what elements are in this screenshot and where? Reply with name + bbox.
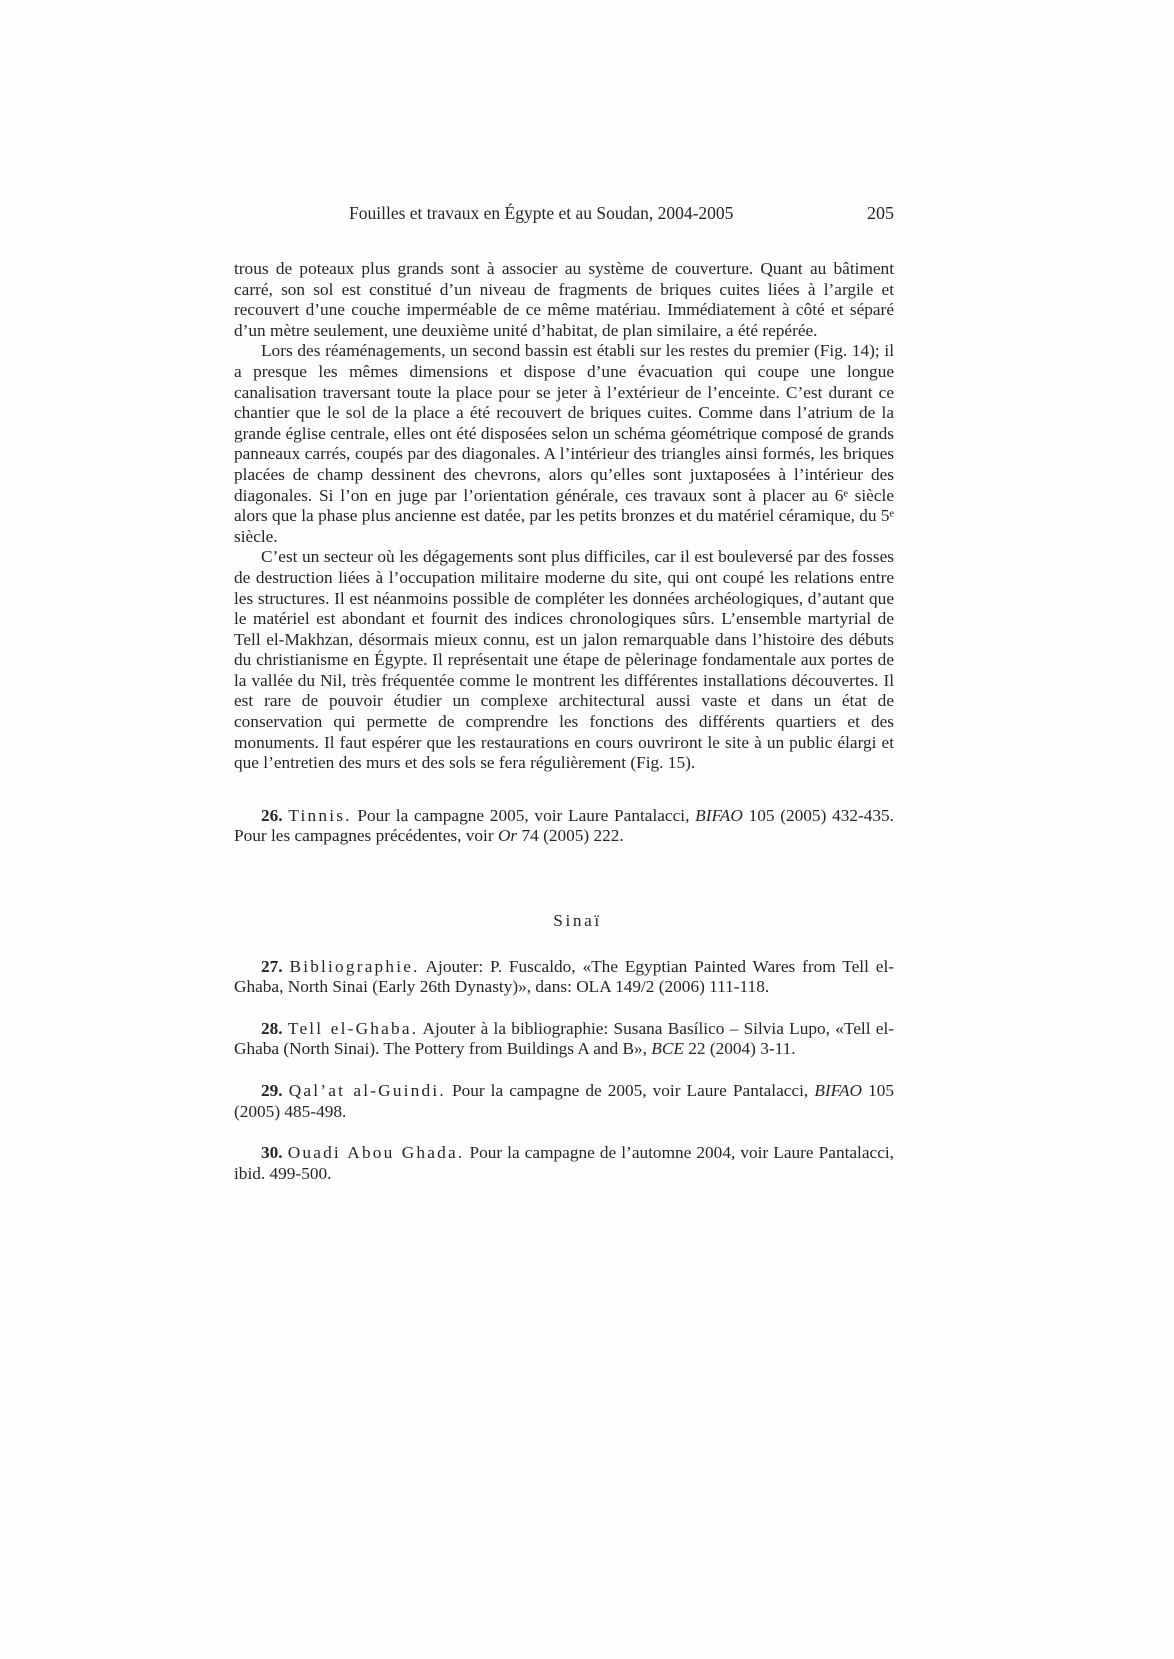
entry-number: 28. (261, 1018, 283, 1038)
entry-site: Qal’at al-Guindi. (288, 1081, 446, 1100)
spacer (234, 998, 894, 1019)
entry-text: Ajouter à la bibliographie: Susana Basílico – Silvia Lupo, «Tell el-Ghaba (North Sinai). The Pottery from Buildings A and B», (234, 1018, 894, 1059)
entry-28 (234, 1019, 894, 1060)
entry-site: Tell el-Ghaba. (287, 1018, 419, 1038)
running-title: Fouilles et travaux en Égypte et au Soudan, 2004-2005 (349, 203, 734, 223)
entry-text: 22 (2004) 3-11. (683, 1039, 796, 1059)
spacer (234, 774, 894, 806)
entry-site: Tinnis. (288, 805, 352, 825)
paragraph: trous de poteaux plus grands sont à associer au système de couverture. Quant au bâtiment carré, son sol est constitué d’un niveau de fragments de briques cuites liées à l’argile et recouvert d’une couche imperméable de ce même matériau. Immédiatement à côté et séparé d’un mètre seulement, une deuxième unité d’habitat, de plan similaire, a été repérée. (234, 259, 894, 340)
entry-text: 105 (2005) 485-498. (234, 1081, 895, 1121)
entry-30 (234, 1143, 894, 1184)
paragraph: C’est un secteur où les dégagements sont plus difficiles, car il est bouleversé par des fosses de destruction liées à l’occupation militaire moderne du site, qui ont coupé les relations entre les structures. Il est néanmoins possible de compléter les données archéologiques, d’autant que le matériel est abondant et fournit des indices chronologiques sûrs. L’ensemble martyrial de Tell el-Makhzan, désormais mieux connu, est un jalon remarquable dans l’histoire des débuts du christianisme en Égypte. Il représentait une étape de pèlerinage fondamentale aux portes de la vallée du Nil, très fréquentée comme le montrent les différentes installations découvertes. Il est rare de pouvoir étudier un complexe architectural aussi vaste et dans un état de conservation qui permette de comprendre les fonctions des différents quartiers et des monuments. Il faut espérer que les restaurations en cours ouvriront le site à un public élargi et que l’entretien des murs et des sols se fera régulièrement (Fig. 15). (234, 547, 894, 773)
entry-number: 27. (261, 956, 283, 976)
entry-site: Ouadi Abou Ghada. (287, 1143, 465, 1163)
entry-site: Bibliographie. (289, 956, 420, 976)
entry-29 (234, 1081, 894, 1122)
spacer (234, 847, 894, 911)
entry-text: Pour la campagne de l’automne 2004, voir Laure Pantalacci, ibid. 499-500. (234, 1143, 894, 1183)
running-head (234, 200, 894, 226)
page-number: 205 (867, 203, 894, 223)
entry-26 (234, 806, 894, 847)
spacer (234, 1060, 894, 1081)
entry-text: Pour la campagne de 2005, voir Laure Pantalacci, (445, 1081, 815, 1100)
entry-text: Ajouter: P. Fuscaldo, «The Egyptian Painted Wares from Tell el-Ghaba, North Sinai (Early 26th Dynasty)», dans: OLA 149/2 (2006) 111-118. (234, 956, 894, 997)
spacer (234, 1122, 894, 1143)
entry-27 (234, 957, 894, 998)
body-text (234, 259, 894, 1184)
entry-number: 29. (261, 1081, 283, 1100)
entry-text: 105 (2005) 432-435. Pour les campagnes précédentes, voir (234, 805, 894, 846)
entry-text: 74 (2005) 222. (517, 826, 624, 846)
journal-title: BIFAO (814, 1081, 863, 1100)
spacer (234, 932, 894, 957)
entry-number: 30. (261, 1143, 283, 1163)
section-heading: Sinaï (553, 911, 602, 931)
entry-number: 26. (261, 805, 283, 825)
journal-title: BCE (651, 1039, 684, 1059)
paragraph: Lors des réaménagements, un second bassin est établi sur les restes du premier (Fig. 14); il a presque les mêmes dimensions et dispose d’une évacuation qui coupe une longue canalisation traversant toute la place pour se jeter à l’extérieur de l’enceinte. C’est durant ce chantier que le sol de la place a été recouvert de briques cuites. Comme dans l’atrium de la grande église centrale, elles ont été disposées selon un schéma géométrique composé de grands panneaux carrés, coupés par des diagonales. A l’intérieur des triangles ainsi formés, les briques placées de champ dessinent des chevrons, alors qu’elles sont juxtaposées à l’intérieur des diagonales. Si l’on en juge par l’orientation générale, ces travaux sont à placer au 6ᵉ siècle alors que la phase plus ancienne est datée, par les petits bronzes et du matériel céramique, du 5ᵉ siècle. (234, 341, 894, 546)
journal-title: Or (497, 826, 518, 846)
entry-text: Pour la campagne 2005, voir Laure Pantalacci, (351, 805, 696, 825)
journal-title: BIFAO (695, 805, 743, 825)
